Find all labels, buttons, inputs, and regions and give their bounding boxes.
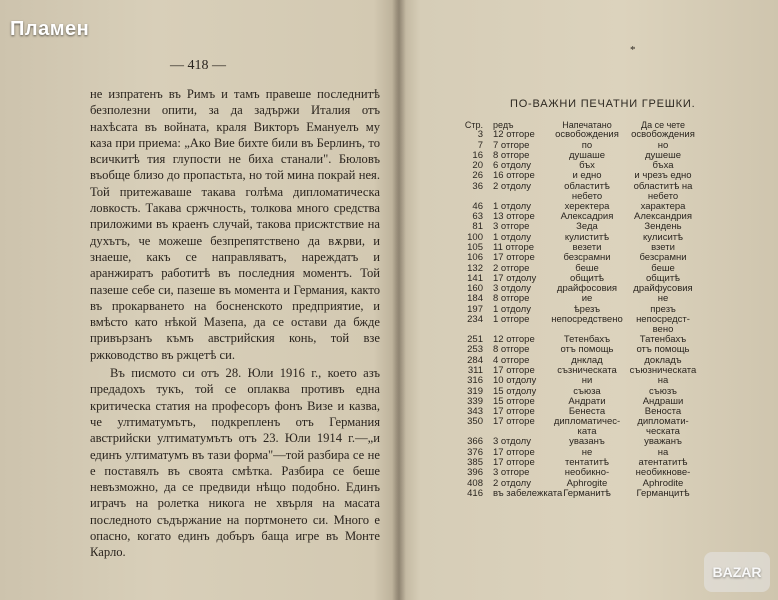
errata-line: 17 отгоре xyxy=(493,416,535,428)
errata-page: 106 xyxy=(467,252,483,264)
errata-line: 17 отгоре xyxy=(493,364,535,376)
errata-page: 132 xyxy=(467,262,483,274)
errata-wrong-text: по xyxy=(581,139,593,151)
errata-page: 350 xyxy=(467,416,483,428)
errata-page: 100 xyxy=(467,231,483,243)
errata-right-text: Андраши xyxy=(642,395,684,407)
errata-page: 284 xyxy=(467,354,483,366)
errata-page: 63 xyxy=(472,211,483,223)
errata-right-text: взети xyxy=(651,241,675,253)
errata-right-text: общитѣ xyxy=(645,272,681,284)
errata-line: 3 отгоре xyxy=(493,221,530,233)
errata-line: 10 отдолу xyxy=(493,375,537,387)
errata-page: 20 xyxy=(472,160,483,172)
errata-wrong-text: непосредствено xyxy=(551,314,623,326)
errata-line: 15 отгоре xyxy=(493,395,535,407)
errata-line: 4 отгоре xyxy=(493,354,530,366)
errata-page: 197 xyxy=(467,303,483,315)
errata-right-text: необикнове- xyxy=(635,467,691,479)
errata-line: 3 отдолу xyxy=(493,283,531,295)
errata-page: 16 xyxy=(472,149,483,161)
marketplace-logo: BAZAR xyxy=(704,552,770,592)
errata-wrong-text: съзническата xyxy=(557,364,617,376)
errata-right-text: вено xyxy=(652,324,674,336)
errata-right-text: атентатитѣ xyxy=(638,457,688,469)
errata-row xyxy=(445,366,745,376)
errata-page: 81 xyxy=(472,221,483,233)
errata-wrong-text: Алексадрия xyxy=(560,211,614,223)
errata-right-text: Германцитѣ xyxy=(636,487,690,499)
errata-line: 3 отдолу xyxy=(493,436,531,448)
errata-line: 17 отгоре xyxy=(493,252,535,264)
errata-page: 3 xyxy=(477,129,483,141)
errata-row xyxy=(445,437,745,447)
errata-line: 1 отгоре xyxy=(493,314,530,326)
errata-wrong-text: отъ помощь xyxy=(560,344,614,356)
errata-title: ПО-ВАЖНИ ПЕЧАТНИ ГРЕШКИ. xyxy=(510,98,696,110)
errata-wrong-text: ие xyxy=(581,293,593,305)
errata-line: 2 отдолу xyxy=(493,180,531,192)
errata-line: 7 отгоре xyxy=(493,139,530,151)
errata-row xyxy=(445,315,745,335)
errata-line: 17 отгоре xyxy=(493,446,535,458)
errata-line: 8 отгоре xyxy=(493,293,530,305)
errata-right xyxy=(625,489,701,499)
errata-wrong xyxy=(549,489,625,499)
errata-page: 234 xyxy=(467,314,483,326)
errata-wrong-text: Германитѣ xyxy=(563,487,611,499)
errata-right-text: но xyxy=(657,139,669,151)
errata-right-text: презъ xyxy=(650,303,676,315)
errata-line: 15 отдолу xyxy=(493,385,537,397)
errata-line: 12 отгоре xyxy=(493,334,535,346)
errata-wrong-text: ни xyxy=(581,375,593,387)
errata-wrong xyxy=(549,182,625,202)
errata-line: 13 отгоре xyxy=(493,211,535,223)
errata-page: 184 xyxy=(467,293,483,305)
errata-wrong-text: ѣрезъ xyxy=(573,303,601,315)
errata-wrong-text: и едно xyxy=(572,170,602,182)
errata-page: 46 xyxy=(472,200,483,212)
errata-wrong-text: освобождения xyxy=(555,129,619,141)
errata-wrong xyxy=(549,417,625,437)
errata-right-text: Татенбахъ xyxy=(639,334,687,346)
errata-page: 253 xyxy=(467,344,483,356)
errata-line: 2 отдолу xyxy=(493,477,531,489)
errata-wrong-text: съюза xyxy=(573,385,601,397)
errata-page: 339 xyxy=(467,395,483,407)
errata-right-text: докладъ xyxy=(644,354,682,366)
errata-right-text: съюзническата xyxy=(629,364,697,376)
errata-table xyxy=(445,120,745,499)
errata-line: 8 отгоре xyxy=(493,149,530,161)
errata-page: 343 xyxy=(467,406,483,418)
errata-page: 105 xyxy=(467,241,483,253)
errata-wrong-text: бъх xyxy=(579,160,595,172)
errata-page: 141 xyxy=(467,272,483,284)
errata-right-text: уважанъ xyxy=(644,436,682,448)
errata-rows xyxy=(445,130,745,499)
errata-row xyxy=(445,130,745,140)
errata-right-text: беше xyxy=(651,262,675,274)
page-marker: * xyxy=(630,44,636,56)
errata-wrong-text: Бенеста xyxy=(568,406,606,418)
header-right: Да се чете xyxy=(640,120,686,130)
errata-page: 408 xyxy=(467,477,483,489)
errata-page: 251 xyxy=(467,334,483,346)
header-wrong: Напечатано xyxy=(562,120,612,130)
errata-right-text: Веноста xyxy=(644,406,682,418)
errata-page: 311 xyxy=(467,364,483,376)
errata-right-text: на xyxy=(657,375,669,387)
errata-wrong-text: везети xyxy=(572,241,602,253)
errata-wrong-text: областитѣ xyxy=(564,180,610,192)
errata-line: въ забележката xyxy=(493,487,563,499)
errata-line: 2 отгоре xyxy=(493,262,530,274)
errata-wrong-text: Андрати xyxy=(568,395,606,407)
errata-line: 17 отгоре xyxy=(493,406,535,418)
errata-line: 6 отдолу xyxy=(493,160,531,172)
errata-wrong-text: драйфосовия xyxy=(556,283,618,295)
errata-right-text: небето xyxy=(647,190,679,202)
errata-page: 385 xyxy=(467,457,483,469)
errata-right xyxy=(625,182,701,202)
errata-wrong-text: ката xyxy=(577,426,597,438)
errata-right-text: съюзъ xyxy=(649,385,677,397)
header-page: Стр. xyxy=(464,120,483,130)
errata-right xyxy=(625,315,701,335)
errata-page: 160 xyxy=(467,283,483,295)
errata-wrong-text: тентатитѣ xyxy=(565,457,609,469)
errata-wrong xyxy=(549,315,625,335)
errata-right-text: областитѣ на xyxy=(633,180,693,192)
errata-right-text: отъ помощь xyxy=(636,344,690,356)
errata-line: 3 отгоре xyxy=(493,467,530,479)
errata-right-text: освобождения xyxy=(631,129,695,141)
errata-wrong-text: дипломатичес- xyxy=(553,416,621,428)
watermark-text: Пламен xyxy=(10,18,90,40)
errata-right-text: кулиситѣ xyxy=(643,231,683,243)
errata-wrong-text: херектера xyxy=(564,200,610,212)
errata-right-text: и чрезъ едно xyxy=(634,170,692,182)
errata-right-text: бъха xyxy=(652,160,674,172)
errata-wrong xyxy=(549,376,625,386)
errata-wrong-text: необикно- xyxy=(564,467,610,479)
paragraph: не изпратенъ въ Римъ и тамъ правеше последнитѣ безполезни опити, за да задържи Италия отъ нахѣсата въ войната, краля Викторъ Емануелъ му каза при приема: „Ако Вие бихте били въ Берлинъ, то всичкитѣ тия глупости не бихa станали". Бюловъ въобще близо до пропастьта, но той мина покрай нея. Той притежаваше такава голѣма дипломатическа ловкость. Такава сржчность, толкова много средства приложими въ краенъ случай, такова присжтствие на духътъ, че можеше безпрепятствено да вѫрви, и знаеше, какъ се направляватъ, нареждатъ и аранжиратъ работитѣ въ последния моментъ. Той пазеше себе си, пазеше въ момента и Германия, както въ прокарването на босненското предприятие, и вмѣсто като нѣкой Мазепа, да се остави да бжде привързанъ къмъ австрийския конь, той взе ржководство въ ржцетѣ си. xyxy=(90,87,380,362)
errata-line: 12 отгоре xyxy=(493,129,535,141)
errata-wrong-text: общитѣ xyxy=(569,272,605,284)
header-line: редъ xyxy=(493,120,514,130)
errata-wrong-text: беше xyxy=(575,262,599,274)
errata-row xyxy=(445,417,745,437)
errata-right-text: Зендень xyxy=(644,221,682,233)
errata-line: 1 отдолу xyxy=(493,231,531,243)
errata-right-text: безсрамни xyxy=(639,252,687,264)
left-page-number: — 418 — xyxy=(170,58,226,73)
errata-page: 376 xyxy=(467,446,483,458)
errata-page: 7 xyxy=(477,139,483,151)
errata-right-text: не xyxy=(657,293,669,305)
errata-wrong-text: небето xyxy=(571,190,603,202)
errata-wrong-text: увазанъ xyxy=(569,436,605,448)
errata-right-text: ческата xyxy=(646,426,680,438)
errata-right-text: непосредст- xyxy=(636,314,690,326)
errata-line: 1 отдолу xyxy=(493,200,531,212)
errata-right-text: дипломати- xyxy=(637,416,689,428)
errata-line: 17 отдолу xyxy=(493,272,537,284)
errata-right-text: душеше xyxy=(644,149,682,161)
errata-row xyxy=(445,151,745,161)
errata-line: 11 отгоре xyxy=(493,241,535,253)
errata-right-text: характера xyxy=(640,200,686,212)
errata-row xyxy=(445,489,745,499)
errata-page: 366 xyxy=(467,436,483,448)
errata-line: 17 отгоре xyxy=(493,457,535,469)
errata-line: 16 отгоре xyxy=(493,170,535,182)
errata-wrong-text: Тетенбахъ xyxy=(563,334,611,346)
errata-page: 36 xyxy=(472,180,483,192)
errata-wrong-text: кулиститѣ xyxy=(564,231,610,243)
errata-page: 416 xyxy=(467,487,483,499)
errata-wrong-text: безсрамни xyxy=(563,252,611,264)
errata-row xyxy=(445,284,745,294)
errata-page: 396 xyxy=(467,467,483,479)
errata-right-text: Aphrodite xyxy=(642,477,684,489)
errata-right-text: драйфусовия xyxy=(633,283,693,295)
errata-wrong-text: Зеда xyxy=(576,221,598,233)
errata-page: 26 xyxy=(472,170,483,182)
paragraph: Въ писмото си отъ 28. Юли 1916 г., което азъ предадохъ тукъ, той се оплаква противъ една критическа статия на професоръ фонъ Визе и казва, че ултиматумътъ, подкрепленъ отъ Германия австрийски ултиматумътъ отъ 23. Юли 1914 г.—„и единъ ултиматумъ въ тази форма"—той разбира се не е поставялъ въ своята смѣтка. Разбира се беше невъзможно, да се предвиди нѣщо подобно. Единъ играчъ на ролетка никога не хвърля на масата последното съдържание на портмонето си. Много е опасно, когато единъ добъръ баща игре въ Монте Карло. xyxy=(90,366,380,560)
errata-right-text: на xyxy=(657,446,669,458)
errata-wrong-text: не xyxy=(581,446,593,458)
errata-wrong-text: днклад xyxy=(571,354,603,366)
left-page-body xyxy=(90,86,380,561)
errata-wrong-text: душаше xyxy=(568,149,606,161)
errata-wrong-text: Aphrogite xyxy=(566,477,608,489)
errata-row xyxy=(445,182,745,202)
errata-right xyxy=(625,417,701,437)
errata-line: 8 отгоре xyxy=(493,344,530,356)
errata-row xyxy=(445,376,745,386)
book-gutter xyxy=(392,0,406,600)
errata-right xyxy=(625,376,701,386)
errata-line: 1 отдолу xyxy=(493,303,531,315)
errata-right-text: Александрия xyxy=(634,211,692,223)
errata-page: 319 xyxy=(467,385,483,397)
errata-page: 316 xyxy=(467,375,483,387)
